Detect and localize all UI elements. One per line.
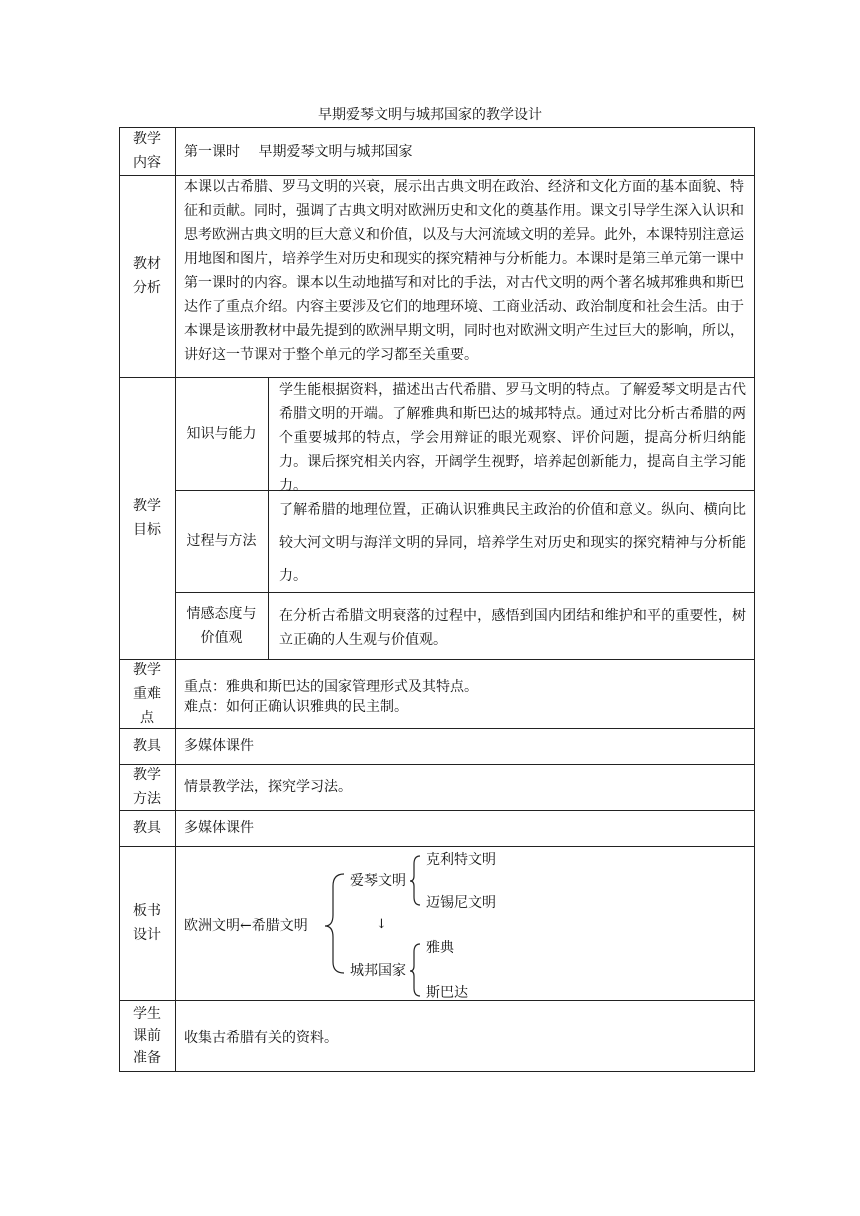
board-aegean: 爱琴文明	[350, 873, 406, 889]
student-prep-value: 收集古希腊有关的资料。	[184, 1030, 338, 1046]
label-process-method: 过程与方法	[186, 533, 257, 549]
material-analysis-text: 本课以古希腊、罗马文明的兴衰，展示出古典文明在政治、经济和文化方面的基本面貌、特征和贡献。同时，强调了古典文明对欧洲历史和文化的奠基作用。课文引导学生深入认识和思考欧洲古典文明的巨大意义和价值，以及与大河流域文明的差异。此外，本课特别注意运用地图和图片，培养学生对历史和现实的探究精神与分析能力。本课时是第三单元第一课中第一课时的内容。课本以生动地描写和对比的手法，对古代文明的两个著名城邦雅典和斯巴达作了重点介绍。内容主要涉及它们的地理环境、工商业活动、政治制度和社会生活。由于本课是该册教材中最先提到的欧洲早期文明，同时也对欧洲文明产生过巨大的影响，所以，讲好这一节课对于整个单元的学习都至关重要。	[184, 179, 744, 363]
label-material-analysis: 教材 分析	[133, 256, 161, 296]
document-title: 早期爱琴文明与城邦国家的教学设计	[318, 107, 542, 123]
difficult-point-text: 难点：如何正确认识雅典的民主制。	[184, 699, 408, 715]
teaching-method-value: 情景教学法，探究学习法。	[184, 779, 352, 795]
label-student-prep: 学生 课前 准备	[133, 1005, 161, 1066]
aegean-brace	[410, 856, 420, 905]
main-brace	[325, 874, 344, 973]
polis-brace	[410, 944, 420, 996]
label-emotion-values: 情感态度与 价值观	[186, 605, 257, 646]
label-teaching-goals: 教学 目标	[133, 498, 161, 538]
label-knowledge-ability: 知识与能力	[186, 425, 257, 442]
teaching-tools-value: 多媒体课件	[184, 738, 254, 754]
label-teaching-tools: 教具	[133, 738, 161, 754]
board-mycenae: 迈锡尼文明	[426, 895, 496, 911]
board-polis: 城邦国家	[350, 963, 406, 979]
board-crete: 克利特文明	[426, 852, 496, 868]
teaching-tools-value-2: 多媒体课件	[184, 820, 254, 836]
process-method-text: 了解希腊的地理位置，正确认识雅典民主政治的价值和意义。纵向、横向比较大河文明与海洋文明的异同，培养学生对历史和现实的探究精神与分析能力。	[279, 502, 746, 584]
board-athens: 雅典	[426, 940, 454, 956]
knowledge-ability-text: 学生能根据资料，描述出古代希腊、罗马文明的特点。了解爱琴文明是古代希腊文明的开端。了解雅典和斯巴达的城邦特点。通过对比分析古希腊的两个重要城邦的特点，学会用辩证的眼光观察、评价问题，提高分析归纳能力。课后探究相关内容，开阔学生视野，培养起创新能力，提高自主学习能力。	[279, 382, 746, 494]
label-teaching-method: 教学 方法	[133, 767, 161, 807]
label-teaching-tools-2: 教具	[133, 820, 161, 836]
label-key-difficult: 教学 重难 点	[133, 661, 161, 726]
board-root: 欧洲文明←希腊文明	[184, 918, 308, 934]
board-sparta: 斯巴达	[426, 985, 468, 1001]
board-arrow: ↓	[376, 917, 387, 932]
key-point-text: 重点：雅典和斯巴达的国家管理形式及其特点。	[184, 679, 478, 695]
teaching-content-value: 第一课时 早期爱琴文明与城邦国家	[184, 144, 413, 160]
emotion-values-text: 在分析古希腊文明衰落的过程中，感悟到国内团结和维护和平的重要性，树立正确的人生观与价值观。	[279, 608, 746, 648]
label-board-design: 板书 设计	[133, 903, 161, 943]
label-teaching-content: 教学 内容	[133, 131, 161, 171]
